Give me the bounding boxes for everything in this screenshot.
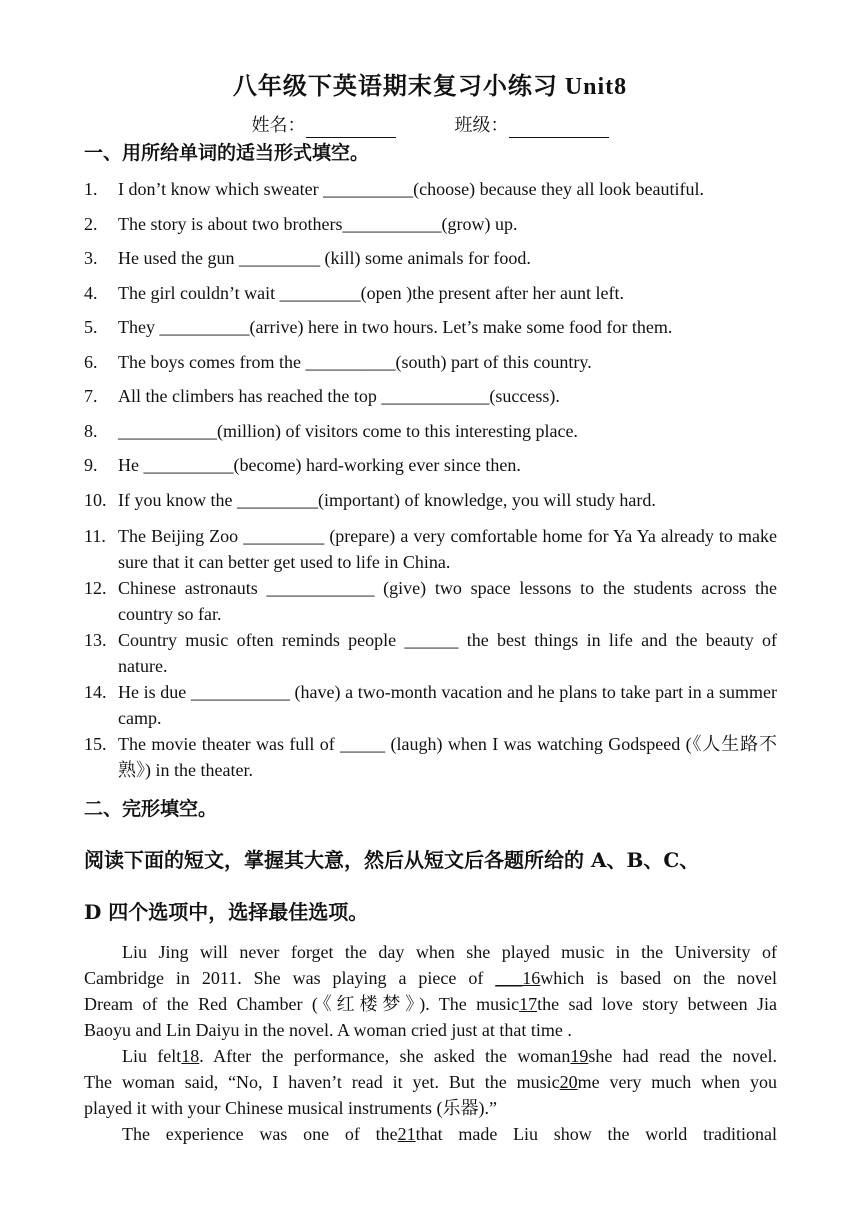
question-item: [84, 523, 777, 575]
cloze-blank-20: 20: [559, 1072, 578, 1092]
cloze-blank-17: 17: [519, 994, 538, 1014]
question-number: 1.: [84, 179, 98, 199]
passage-line: played it with your Chinese musical instruments (乐器).”: [84, 1098, 497, 1118]
passage-line: Cambridge in 2011. She was playing a piece of ___16which is based on the novel: [84, 968, 777, 988]
question-number: 15.: [84, 734, 107, 754]
question-text: The movie theater was full of _____ (laugh) when I was watching Godspeed (《人生路不熟》) in the theater.: [118, 734, 777, 780]
cloze-blank-21: 21: [397, 1124, 416, 1144]
question-number: 12.: [84, 578, 107, 598]
question-text: Country music often reminds people ______ the best things in life and the beauty of nature.: [118, 630, 777, 676]
question-text: He used the gun _________ (kill) some animals for food.: [118, 248, 531, 268]
question-text: The boys comes from the __________(south) part of this country.: [118, 352, 592, 372]
question-number: 6.: [84, 352, 98, 372]
question-item: [84, 575, 777, 627]
question-text: They __________(arrive) here in two hours. Let’s make some food for them.: [118, 317, 673, 337]
name-blank[interactable]: [306, 119, 396, 138]
question-text: If you know the _________(important) of knowledge, you will study hard.: [118, 490, 656, 510]
question-text: ___________(million) of visitors come to this interesting place.: [118, 421, 578, 441]
passage-line: Dream of the Red Chamber (《红楼梦》). The music17the sad love story between Jia: [84, 994, 778, 1014]
passage-line: Liu felt18. After the performance, she asked the woman19she had read the novel.: [122, 1046, 778, 1066]
question-number: 9.: [84, 455, 98, 475]
passage-line: Liu Jing will never forget the day when she played music in the University of: [122, 942, 777, 962]
question-number: 11.: [84, 526, 106, 546]
cloze-blank-19: 19: [570, 1046, 589, 1066]
student-info-row: [0, 112, 860, 138]
question-item: [84, 679, 777, 731]
question-text: I don’t know which sweater __________(choose) because they all look beautiful.: [118, 179, 705, 199]
cloze-passage: [84, 939, 777, 1147]
question-number: 13.: [84, 630, 107, 650]
question-number: 7.: [84, 386, 98, 406]
question-number: 8.: [84, 421, 98, 441]
class-label: 班级：: [454, 115, 509, 135]
class-blank[interactable]: [509, 119, 609, 138]
cloze-blank-16: ___16: [495, 968, 541, 988]
cloze-blank-18: 18: [181, 1046, 200, 1066]
name-label: 姓名：: [251, 115, 306, 135]
question-text: He __________(become) hard-working ever since then.: [118, 455, 521, 475]
question-text: He is due ___________ (have) a two-month vacation and he plans to take part in a summer camp.: [118, 682, 777, 728]
page-title: 八年级下英语期末复习小练习 Unit8: [232, 74, 628, 100]
section2-heading: 二、完形填空。: [84, 798, 218, 820]
class-field: [455, 112, 609, 138]
question-number: 10.: [84, 490, 107, 510]
question-number: 5.: [84, 317, 98, 337]
question-text: Chinese astronauts ____________ (give) two space lessons to the students across the country so far.: [118, 578, 777, 624]
question-number: 2.: [84, 214, 98, 234]
question-number: 4.: [84, 283, 98, 303]
question-text: The Beijing Zoo _________ (prepare) a very comfortable home for Ya Ya already to make sure that it can better get used to life in China.: [118, 526, 777, 572]
question-item: [84, 731, 777, 783]
question-number: 3.: [84, 248, 98, 268]
name-field: [252, 112, 396, 138]
section2-instruction-line2: D 四个选项中，选择最佳选项。: [84, 900, 369, 924]
passage-line: The experience was one of the21that made Liu show the world traditional: [122, 1124, 777, 1144]
passage-line: The woman said, “No, I haven’t read it yet. But the music20me very much when you: [84, 1072, 778, 1092]
question-number: 14.: [84, 682, 107, 702]
question-item: [84, 627, 777, 679]
question-text: The story is about two brothers___________(grow) up.: [118, 214, 518, 234]
question-text: The girl couldn’t wait _________(open )the present after her aunt left.: [118, 283, 625, 303]
passage-line: Baoyu and Lin Daiyu in the novel. A woman cried just at that time .: [84, 1020, 572, 1040]
section2-instruction-line1: 阅读下面的短文，掌握其大意，然后从短文后各题所给的 A、B、C、: [84, 848, 700, 872]
question-text: All the climbers has reached the top ____________(success).: [118, 386, 560, 406]
section1-heading: 一、用所给单词的适当形式填空。: [84, 142, 370, 164]
